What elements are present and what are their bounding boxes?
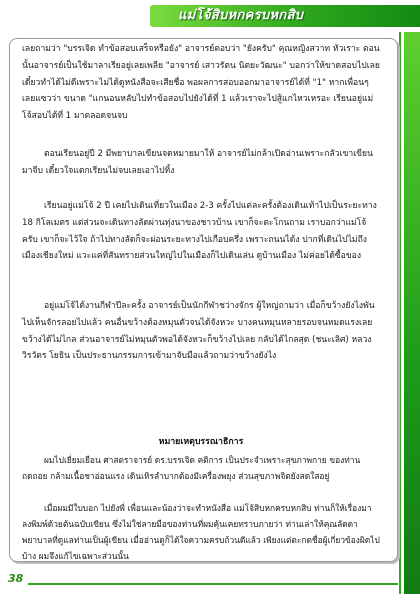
- editor-note-paragraph-2: เมื่อผมมีใบบอก ไปยังพี่ เพื่อนและน้องว่าจะทำหนังสือ แม่โจ้สิบหกครบหกสิบ ท่านก็ให้เรื่องมาลงพิมพ์ด้วยต้นฉบับเขียน ซึ่งไม่ใช่ลายมือของท่านที่ผมคุ้นเคยทราบภายว่า ท่านเล่าให้คุณลัดดา พยาบาลที่ดูแลท่านเป็นผู้เขียน เมื่ออ่านดูก็ได้ใจความครบถ้วนดีแล้ว เพียงแต่ตะกดชื่อผู้เกี่ยวข้องผิดไปบ้าง ผมจึงแก้ไขเฉพาะส่วนนั้น: [22, 503, 380, 561]
- page-header: [0, 0, 420, 32]
- body-paragraph-4: อยู่แม่โจ้ได้งานกีฬาปีละครั้ง อาจารย์เป็นนักกีฬาชว่างจักร ผู้ใหญ่ถามว่า เมื่อก็ขว้างยังไงพันไปเห็นจักรลอยไปแล้ว คนอื่นขว้างต้องหมุนตัวจนได้จังหวะ บางคนหมุนหลายรอบจนหมดแรงเลยขว้างได้ไม่ไกล ส่วนอาจารย์ไม่หมุนตัวพอได้จังหวะก็ขว้างไปเลย กลับได้ไกลสุด (ชนะเลิศ) หลวงวิรวัตร โยธิน เป็นประธานกรรมการเข้ามาจับมือแล้วถามว่าขว้างยังไง: [22, 301, 375, 362]
- body-paragraph-2: ตอนเรียนอยู่ปี 2 มีพยาบาลเขียนจดหมายมาให้ อาจารย์ไม่กล้าเปิดอ่านเพราะกลัวเขาเขียนมาจีบ เดี๋ยวใจแตกเรียนไม่จบเลยเอาไปทิ้ง: [22, 149, 373, 176]
- body-paragraph-1: เลยถามว่า "บรรเจิด ทำข้อสอบเสร็จหรือยัง" อาจารย์ตอบว่า "ยังครับ" คุณหญิงสวาท หัวเราะ ตอนนั้นอาจารย์เป็นใช้มาลาเรียอยู่เลยเพลีย "อาจารย์ เสาวรัตน นิตยะวัฒนะ" บอกว่าให้ขาดสอบไปเลย เดี๋ยวทำได้ไม่ดีเพราะไม่ได้ดูหนังสือจะเสียชื่อ พอผลการสอบออกมาอาจารย์ได้ที่ "1" หากเพื่อนๆ เลยแซวว่า ขนาด "แกนอนหลับไปทำข้อสอบไปยังได้ที่ 1 แล้วเราจะไปสู้แกไหวเหรอะ เรียนอยู่แม่โจ้สอบได้ที่ 1 มาตลอดจนจบ: [22, 44, 380, 122]
- decorative-stripe-thin: [399, 32, 401, 594]
- editor-note-title: หมายเหตุบรรณาธิการ: [158, 437, 244, 447]
- footer-rule: [28, 583, 398, 585]
- decorative-stripe: [404, 32, 420, 594]
- editor-note-paragraph-1: ผมไปเยี่ยมเยือน ศาสตราจารย์ ดร.บรรเจิด คติการ เป็นประจำเพราะสุขภาพกาย ของท่านถดถอย กล้ามเนื้อชาอ่อนแรง เดินเหิรลำบากต้องมีเครื่องพยุง ส่วนสุขภาพจิตยังสดใสอยู่: [22, 455, 361, 481]
- page-number: 38: [8, 572, 24, 585]
- body-paragraph-3: เรียนอยู่แม่โจ้ 2 ปี เคยไปเดินเที่ยวในเมือง 2-3 ครั้งไปแต่ละครั้งต้องเดินเท้าไปเป็นระยะทาง 18 กิโลเมตร แต่ส่วนจะเดินทางลัดผ่านทุ่งนาของชาวบ้าน เขาก็จะตะโกนถาม เราบอกว่าแม่โจ้ครับ เขาก็จะไว้ใจ ถ้าไปทางลัดก็จะผ่อนระยะทางไปเกือบครึ่ง เพราะถนนได้ง ปากที่เดินไปไม่ถึงเมืองเชียงใหม่ แวะแค่ที่สันทรายส่วนใหญ่ไปในเมืองก็ไปเดินเล่น ดูบ้านเมือง ไม่ค่อยได้ซื้อของ: [22, 201, 377, 262]
- book-title: แม่โจ้สิบหกครบหกสิบ: [178, 8, 304, 23]
